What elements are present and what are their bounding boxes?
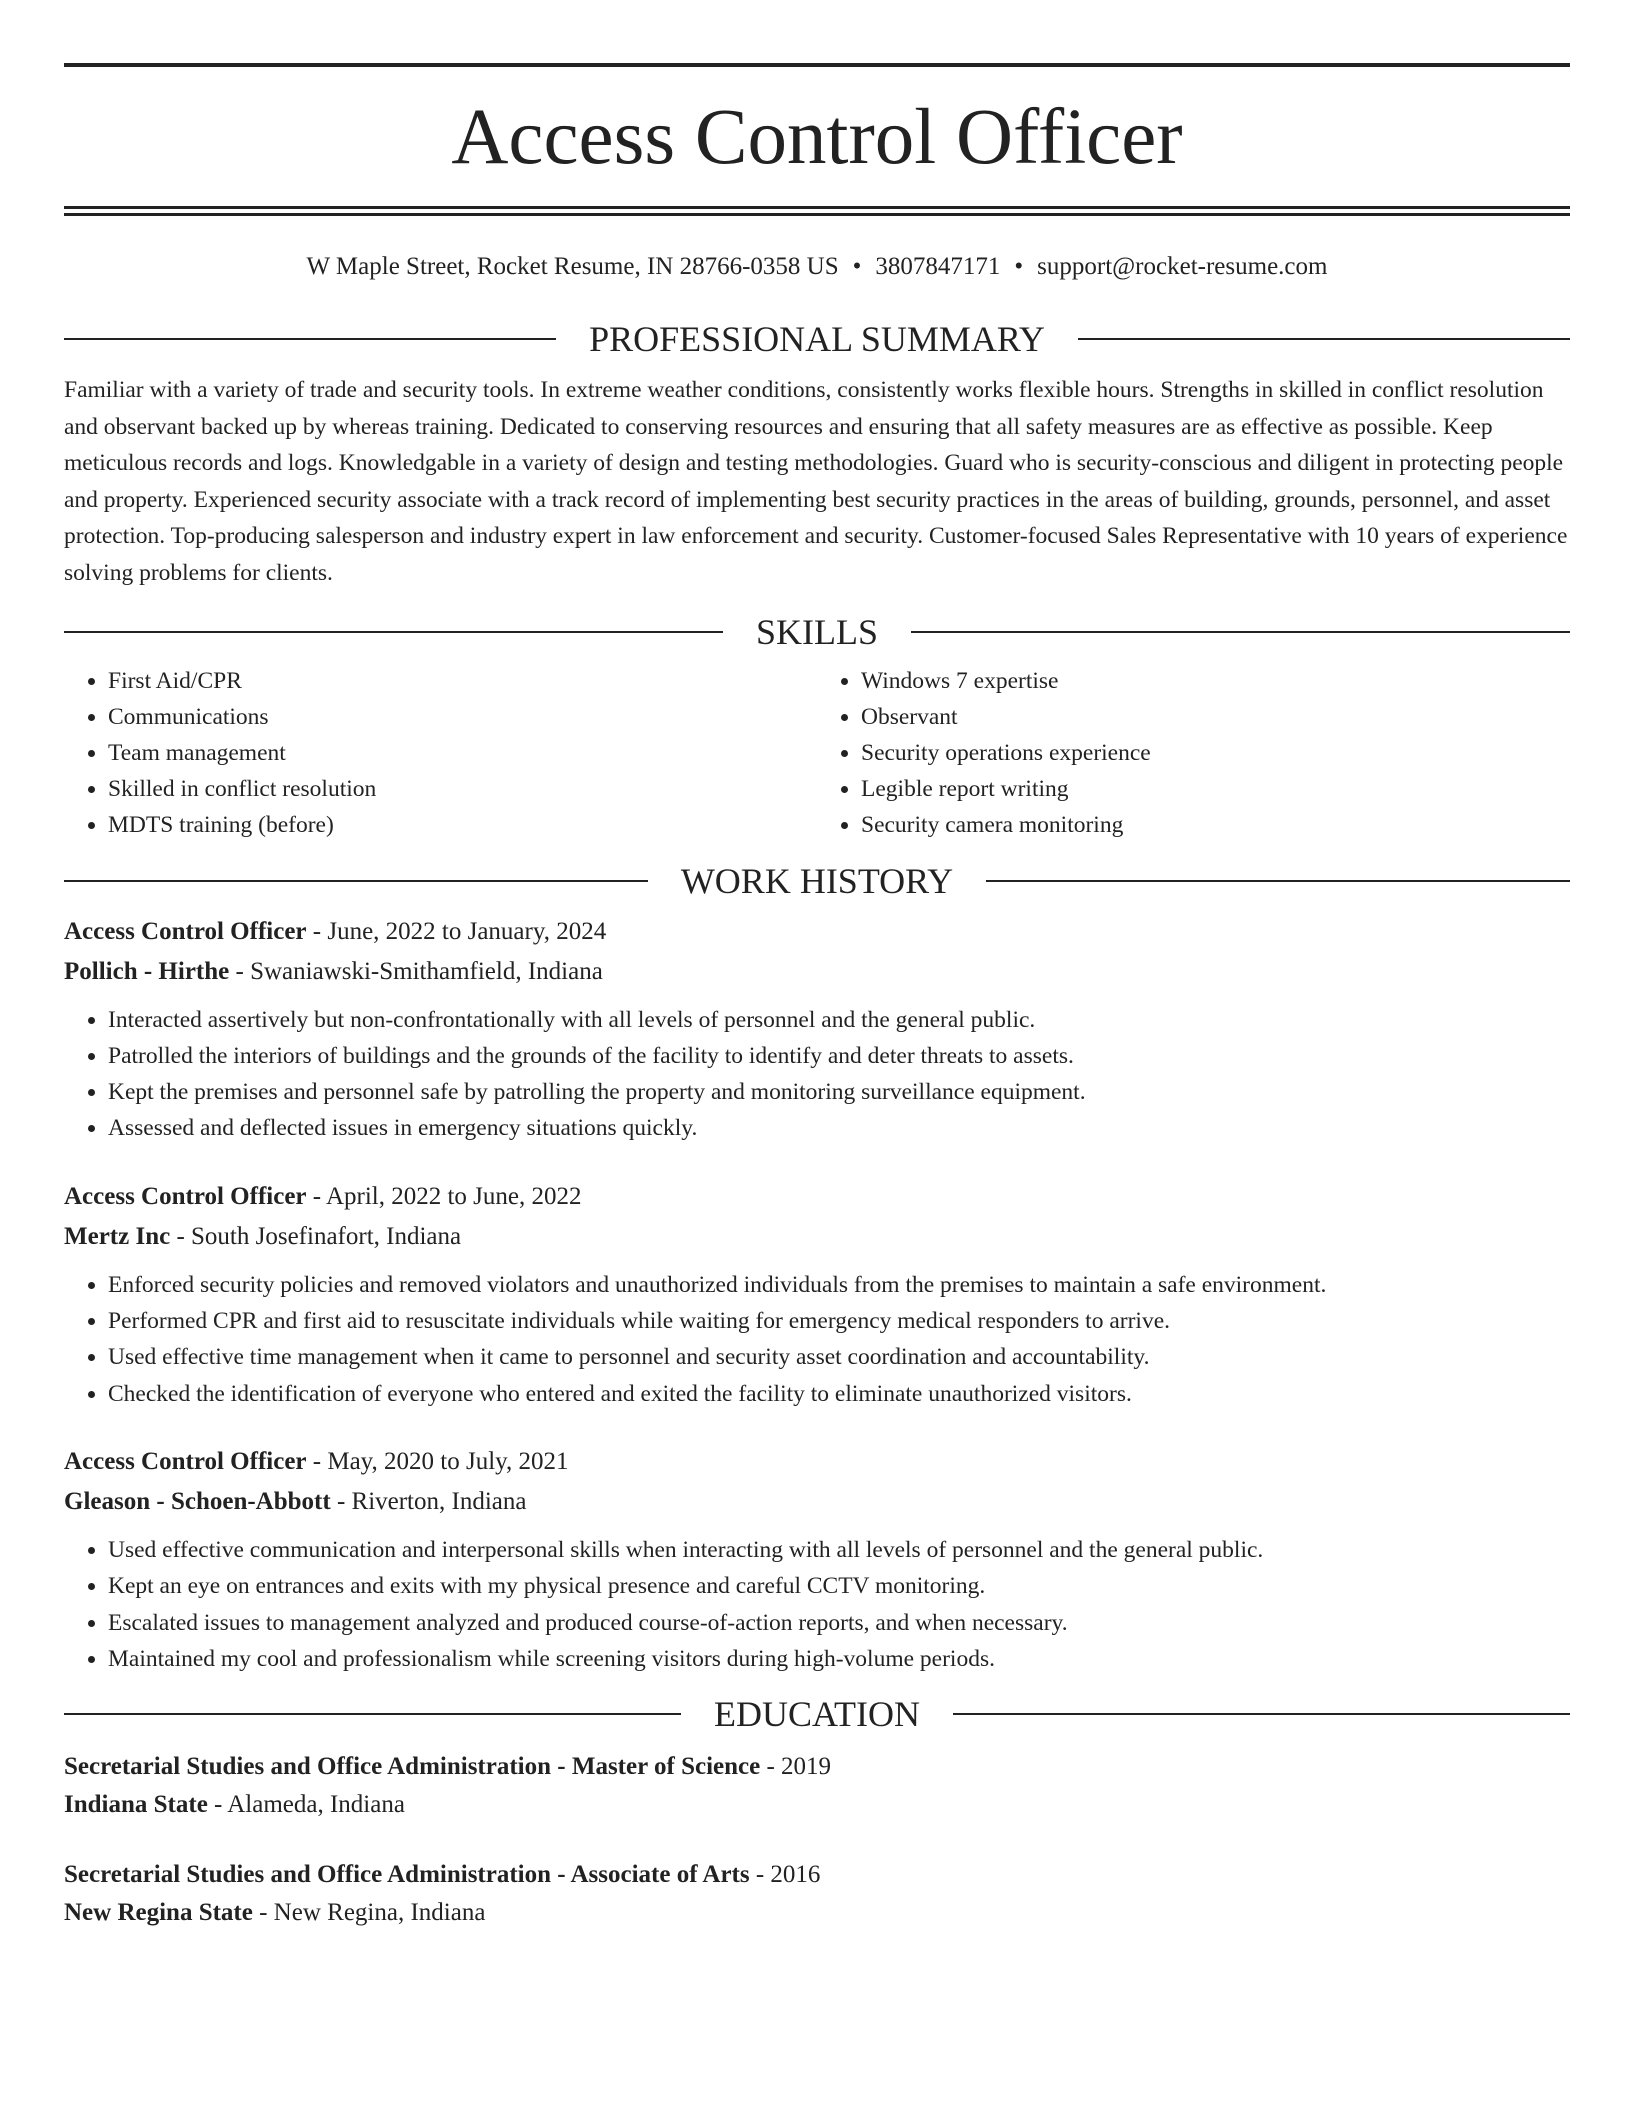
job-location: - Swaniawski-Smithamfield, Indiana xyxy=(229,957,603,985)
section-rule xyxy=(953,1713,1570,1715)
job-employer: Gleason - Schoen-Abbott xyxy=(64,1487,331,1515)
job-bullet: • Maintained my cool and professionalism while screening visitors during high-volume periods. xyxy=(108,1641,1570,1677)
section-title-education: EDUCATION xyxy=(714,1694,920,1735)
job-dates: - May, 2020 to July, 2021 xyxy=(306,1447,569,1475)
job-bullet: • Interacted assertively but non-confrontationally with all levels of personnel and the general public. xyxy=(108,1002,1570,1038)
job-employer-line xyxy=(64,1217,1570,1257)
education-degree: Secretarial Studies and Office Administration - Master of Science xyxy=(64,1753,761,1781)
education-school-line xyxy=(64,1786,1570,1824)
section-title-work: WORK HISTORY xyxy=(680,860,954,901)
job-bullet: • Escalated issues to management analyzed and produced course-of-action reports, and when necessary. xyxy=(108,1605,1570,1641)
job-bullet: • Enforced security policies and removed violators and unauthorized individuals from the premises to maintain a safe environment. xyxy=(108,1267,1570,1303)
skill-item: • Observant xyxy=(861,699,1570,735)
job-dates: - June, 2022 to January, 2024 xyxy=(306,917,607,945)
job-entry xyxy=(64,912,1570,1147)
job-entry xyxy=(64,1442,1570,1677)
job-bullets xyxy=(64,1267,1570,1412)
contact-separator: • xyxy=(1014,253,1024,280)
header-double-rule xyxy=(64,206,1570,216)
section-rule xyxy=(64,631,723,633)
contact-separator: • xyxy=(852,253,862,280)
summary-text: Familiar with a variety of trade and security tools. In extreme weather conditions, consistently works flexible hours. Strengths in skilled in conflict resolution and observant backed up by whereas training. Dedicated to conserving resources and ensuring that all safety measures are as effective as possible. Keep meticulous records and logs. Knowledgable in a variety of design and testing methodologies. Guard who is security-conscious and diligent in protecting people and property. Experienced security associate with a track record of implementing best security practices in the areas of building, grounds, personnel, and asset protection. Top-producing salesperson and industry expert in law enforcement and security. Customer-focused Sales Representative with 10 years of experience solving problems for clients. xyxy=(64,377,1568,586)
skill-item: • Security operations experience xyxy=(861,735,1570,771)
job-bullets xyxy=(64,1002,1570,1147)
job-location: - Riverton, Indiana xyxy=(330,1487,527,1515)
education-school-line xyxy=(64,1894,1570,1932)
skill-item: • Communications xyxy=(108,699,817,735)
job-employer: Mertz Inc xyxy=(64,1222,171,1250)
job-dates: - April, 2022 to June, 2022 xyxy=(306,1182,582,1210)
education-location: - Alameda, Indiana xyxy=(207,1791,405,1819)
section-title-skills: SKILLS xyxy=(756,611,879,652)
contact-line xyxy=(64,252,1570,282)
job-title: Access Control Officer xyxy=(64,1447,307,1475)
education-year: - 2016 xyxy=(749,1861,821,1889)
job-bullet: • Assessed and deflected issues in emergency situations quickly. xyxy=(108,1110,1570,1146)
education-degree: Secretarial Studies and Office Administration - Associate of Arts xyxy=(64,1861,750,1889)
job-title: Access Control Officer xyxy=(64,917,307,945)
job-bullet: • Kept an eye on entrances and exits with my physical presence and careful CCTV monitoring. xyxy=(108,1568,1570,1604)
section-header-summary xyxy=(64,321,1570,357)
skills-column-left xyxy=(64,663,817,843)
education-degree-line xyxy=(64,1856,1570,1894)
skill-item: • Security camera monitoring xyxy=(861,807,1570,843)
contact-phone: 3807847171 xyxy=(875,253,1001,280)
section-header-work xyxy=(64,860,1570,901)
job-bullet: • Used effective communication and interpersonal skills when interacting with all levels of personnel and the general public. xyxy=(108,1532,1570,1568)
education-school: Indiana State xyxy=(64,1791,208,1819)
section-rule xyxy=(64,1713,681,1715)
section-rule xyxy=(64,880,648,882)
skills-list xyxy=(64,663,1570,843)
section-rule xyxy=(911,631,1570,633)
resume-page xyxy=(64,0,1570,1932)
skill-item: • Team management xyxy=(108,735,817,771)
section-header-skills xyxy=(64,611,1570,652)
education-entry xyxy=(64,1748,1570,1824)
section-header-education xyxy=(64,1694,1570,1735)
job-bullets xyxy=(64,1532,1570,1677)
skill-item: • First Aid/CPR xyxy=(108,663,817,699)
education-year: - 2019 xyxy=(760,1753,832,1781)
education-degree-line xyxy=(64,1748,1570,1786)
job-employer: Pollich - Hirthe xyxy=(64,957,230,985)
job-bullet: • Patrolled the interiors of buildings and the grounds of the facility to identify and deter threats to assets. xyxy=(108,1038,1570,1074)
resume-name: Access Control Officer xyxy=(451,94,1183,181)
section-rule xyxy=(64,338,556,340)
skill-item: • Skilled in conflict resolution xyxy=(108,771,817,807)
job-title: Access Control Officer xyxy=(64,1182,307,1210)
contact-address: W Maple Street, Rocket Resume, IN 28766-0358 US xyxy=(306,253,839,280)
education-entry xyxy=(64,1856,1570,1932)
section-title-summary: PROFESSIONAL SUMMARY xyxy=(589,319,1045,359)
job-title-line xyxy=(64,1442,1570,1482)
job-employer-line xyxy=(64,952,1570,992)
skill-item: • Windows 7 expertise xyxy=(861,663,1570,699)
section-rule xyxy=(1078,338,1570,340)
education-location: - New Regina, Indiana xyxy=(252,1899,486,1927)
contact-email: support@rocket-resume.com xyxy=(1037,253,1328,280)
education-school: New Regina State xyxy=(64,1899,253,1927)
job-bullet: • Checked the identification of everyone who entered and exited the facility to eliminate unauthorized visitors. xyxy=(108,1376,1570,1412)
skills-column-right xyxy=(817,663,1570,843)
job-location: - South Josefinafort, Indiana xyxy=(170,1222,462,1250)
job-employer-line xyxy=(64,1482,1570,1522)
skill-item: • MDTS training (before) xyxy=(108,807,817,843)
skill-item: • Legible report writing xyxy=(861,771,1570,807)
job-entry xyxy=(64,1177,1570,1412)
job-bullet: • Kept the premises and personnel safe by patrolling the property and monitoring surveillance equipment. xyxy=(108,1074,1570,1110)
section-rule xyxy=(986,880,1570,882)
job-title-line xyxy=(64,912,1570,952)
top-rule xyxy=(64,63,1570,67)
job-bullet: • Performed CPR and first aid to resuscitate individuals while waiting for emergency medical responders to arrive. xyxy=(108,1303,1570,1339)
job-bullet: • Used effective time management when it came to personnel and security asset coordination and accountability. xyxy=(108,1339,1570,1375)
job-title-line xyxy=(64,1177,1570,1217)
